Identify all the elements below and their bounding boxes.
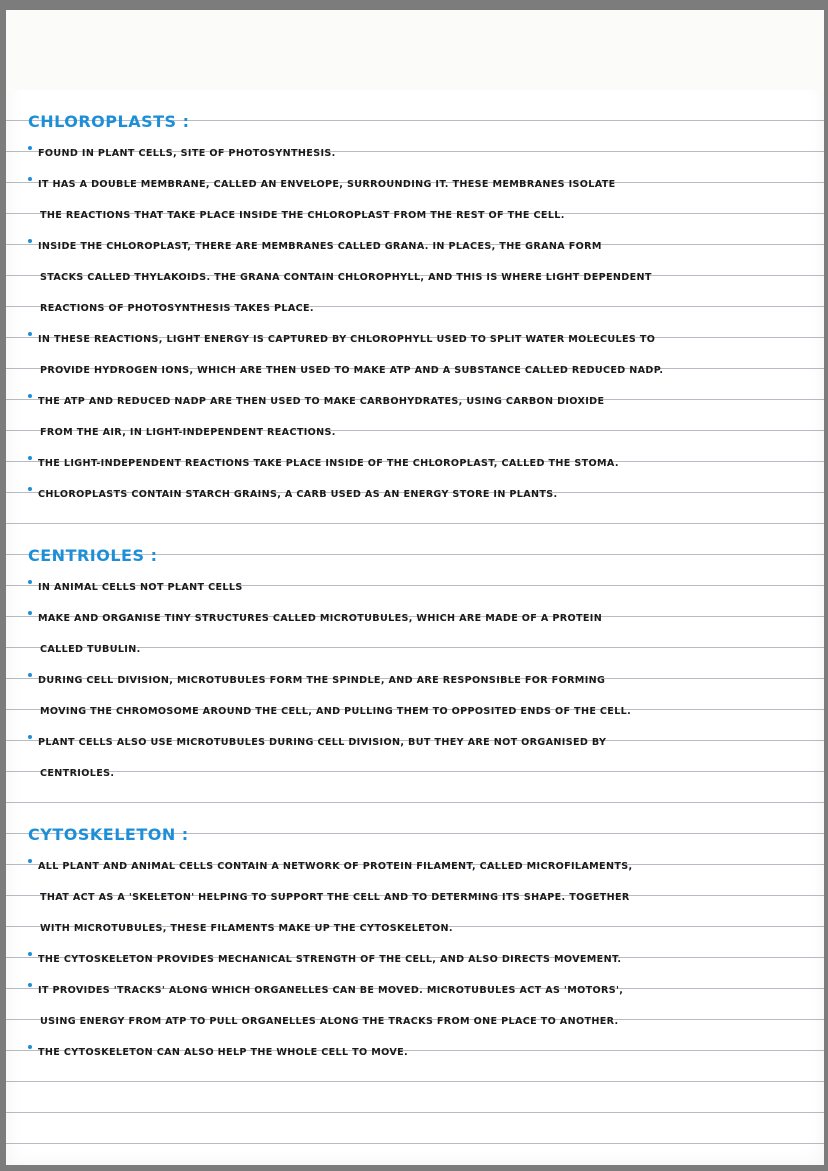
- bullet-dot-icon: [28, 456, 32, 460]
- section-centrioles: [28, 540, 812, 788]
- notebook-page: [6, 10, 824, 1165]
- bullet-point-line: [28, 230, 812, 261]
- bullet-point-line: [28, 664, 812, 695]
- continuation-line: [28, 633, 812, 664]
- bullet-dot-icon: [28, 859, 32, 863]
- line-text: MOVING THE CHROMOSOME AROUND THE CELL, AND PULLING THEM TO OPPOSITED ENDS OF THE CELL.: [40, 706, 632, 717]
- line-text: THE LIGHT-INDEPENDENT REACTIONS TAKE PLACE INSIDE OF THE CHLOROPLAST, CALLED THE STOMA.: [38, 458, 619, 469]
- continuation-line: [28, 695, 812, 726]
- line-text: FROM THE AIR, IN LIGHT-INDEPENDENT REACTIONS.: [40, 427, 336, 438]
- continuation-line: [28, 261, 812, 292]
- continuation-line: [28, 292, 812, 323]
- line-text: THE CYTOSKELETON CAN ALSO HELP THE WHOLE CELL TO MOVE.: [38, 1047, 409, 1058]
- bullet-dot-icon: [28, 580, 32, 584]
- bullet-dot-icon: [28, 673, 32, 677]
- bullet-dot-icon: [28, 611, 32, 615]
- line-text: MAKE AND ORGANISE TINY STRUCTURES CALLED MICROTUBULES, WHICH ARE MADE OF A PROTEIN: [38, 613, 603, 624]
- bullet-point-line: [28, 478, 812, 509]
- section-heading: CYTOSKELETON :: [28, 825, 189, 844]
- bullet-dot-icon: [28, 487, 32, 491]
- line-text: THE REACTIONS THAT TAKE PLACE INSIDE THE CHLOROPLAST FROM THE REST OF THE CELL.: [40, 210, 565, 221]
- continuation-line: [28, 912, 812, 943]
- notes-content: [28, 106, 812, 1067]
- bullet-point-line: [28, 385, 812, 416]
- line-text: ALL PLANT AND ANIMAL CELLS CONTAIN A NETWORK OF PROTEIN FILAMENT, CALLED MICROFILAMENTS,: [38, 861, 633, 872]
- line-text: IN THESE REACTIONS, LIGHT ENERGY IS CAPTURED BY CHLOROPHYLL USED TO SPLIT WATER MOLECULES TO: [38, 334, 656, 345]
- line-text: DURING CELL DIVISION, MICROTUBULES FORM THE SPINDLE, AND ARE RESPONSIBLE FOR FORMING: [38, 675, 606, 686]
- line-text: IT PROVIDES 'TRACKS' ALONG WHICH ORGANELLES CAN BE MOVED. MICROTUBULES ACT AS 'MOTORS',: [38, 985, 624, 996]
- bullet-dot-icon: [28, 1045, 32, 1049]
- line-text: CALLED TUBULIN.: [40, 644, 141, 655]
- line-text: STACKS CALLED THYLAKOIDS. THE GRANA CONTAIN CHLOROPHYLL, AND THIS IS WHERE LIGHT DEPENDENT: [40, 272, 652, 283]
- section-heading: CHLOROPLASTS :: [28, 112, 190, 131]
- line-text: PLANT CELLS ALSO USE MICROTUBULES DURING CELL DIVISION, BUT THEY ARE NOT ORGANISED BY: [38, 737, 607, 748]
- line-text: IT HAS A DOUBLE MEMBRANE, CALLED AN ENVELOPE, SURROUNDING IT. THESE MEMBRANES ISOLATE: [38, 179, 616, 190]
- line-text: CENTRIOLES.: [40, 768, 115, 779]
- page-margin-top: [6, 10, 824, 90]
- bullet-point-line: [28, 974, 812, 1005]
- line-text: WITH MICROTUBULES, THESE FILAMENTS MAKE UP THE CYTOSKELETON.: [40, 923, 453, 934]
- bullet-dot-icon: [28, 983, 32, 987]
- bullet-dot-icon: [28, 177, 32, 181]
- line-text: IN ANIMAL CELLS NOT PLANT CELLS: [38, 582, 243, 593]
- bullet-dot-icon: [28, 146, 32, 150]
- line-text: FOUND IN PLANT CELLS, SITE OF PHOTOSYNTHESIS.: [38, 148, 336, 159]
- line-text: CHLOROPLASTS CONTAIN STARCH GRAINS, A CARB USED AS AN ENERGY STORE IN PLANTS.: [38, 489, 558, 500]
- line-text: INSIDE THE CHLOROPLAST, THERE ARE MEMBRANES CALLED GRANA. IN PLACES, THE GRANA FORM: [38, 241, 602, 252]
- continuation-line: [28, 354, 812, 385]
- line-text: REACTIONS OF PHOTOSYNTHESIS TAKES PLACE.: [40, 303, 314, 314]
- bullet-point-line: [28, 943, 812, 974]
- bullet-dot-icon: [28, 952, 32, 956]
- bullet-point-line: [28, 137, 812, 168]
- line-text: PROVIDE HYDROGEN IONS, WHICH ARE THEN USED TO MAKE ATP AND A SUBSTANCE CALLED REDUCED NADP.: [40, 365, 664, 376]
- bullet-dot-icon: [28, 332, 32, 336]
- blank-line: [28, 788, 812, 819]
- line-text: THE ATP AND REDUCED NADP ARE THEN USED TO MAKE CARBOHYDRATES, USING CARBON DIOXIDE: [38, 396, 605, 407]
- bullet-dot-icon: [28, 239, 32, 243]
- line-text: USING ENERGY FROM ATP TO PULL ORGANELLES ALONG THE TRACKS FROM ONE PLACE TO ANOTHER.: [40, 1016, 619, 1027]
- continuation-line: [28, 881, 812, 912]
- section-heading: CENTRIOLES :: [28, 546, 158, 565]
- blank-line: [28, 509, 812, 540]
- section-chloroplasts: [28, 106, 812, 509]
- bullet-dot-icon: [28, 394, 32, 398]
- bullet-point-line: [28, 571, 812, 602]
- bullet-point-line: [28, 323, 812, 354]
- line-text: THE CYTOSKELETON PROVIDES MECHANICAL STRENGTH OF THE CELL, AND ALSO DIRECTS MOVEMENT.: [38, 954, 622, 965]
- bullet-point-line: [28, 447, 812, 478]
- continuation-line: [28, 199, 812, 230]
- bullet-dot-icon: [28, 735, 32, 739]
- bullet-point-line: [28, 602, 812, 633]
- bullet-point-line: [28, 726, 812, 757]
- bullet-point-line: [28, 850, 812, 881]
- bullet-point-line: [28, 1036, 812, 1067]
- continuation-line: [28, 1005, 812, 1036]
- bullet-point-line: [28, 168, 812, 199]
- section-cytoskeleton: [28, 819, 812, 1067]
- continuation-line: [28, 416, 812, 447]
- line-text: THAT ACT AS A 'SKELETON' HELPING TO SUPPORT THE CELL AND TO DETERMING ITS SHAPE. TOGETHER: [40, 892, 630, 903]
- continuation-line: [28, 757, 812, 788]
